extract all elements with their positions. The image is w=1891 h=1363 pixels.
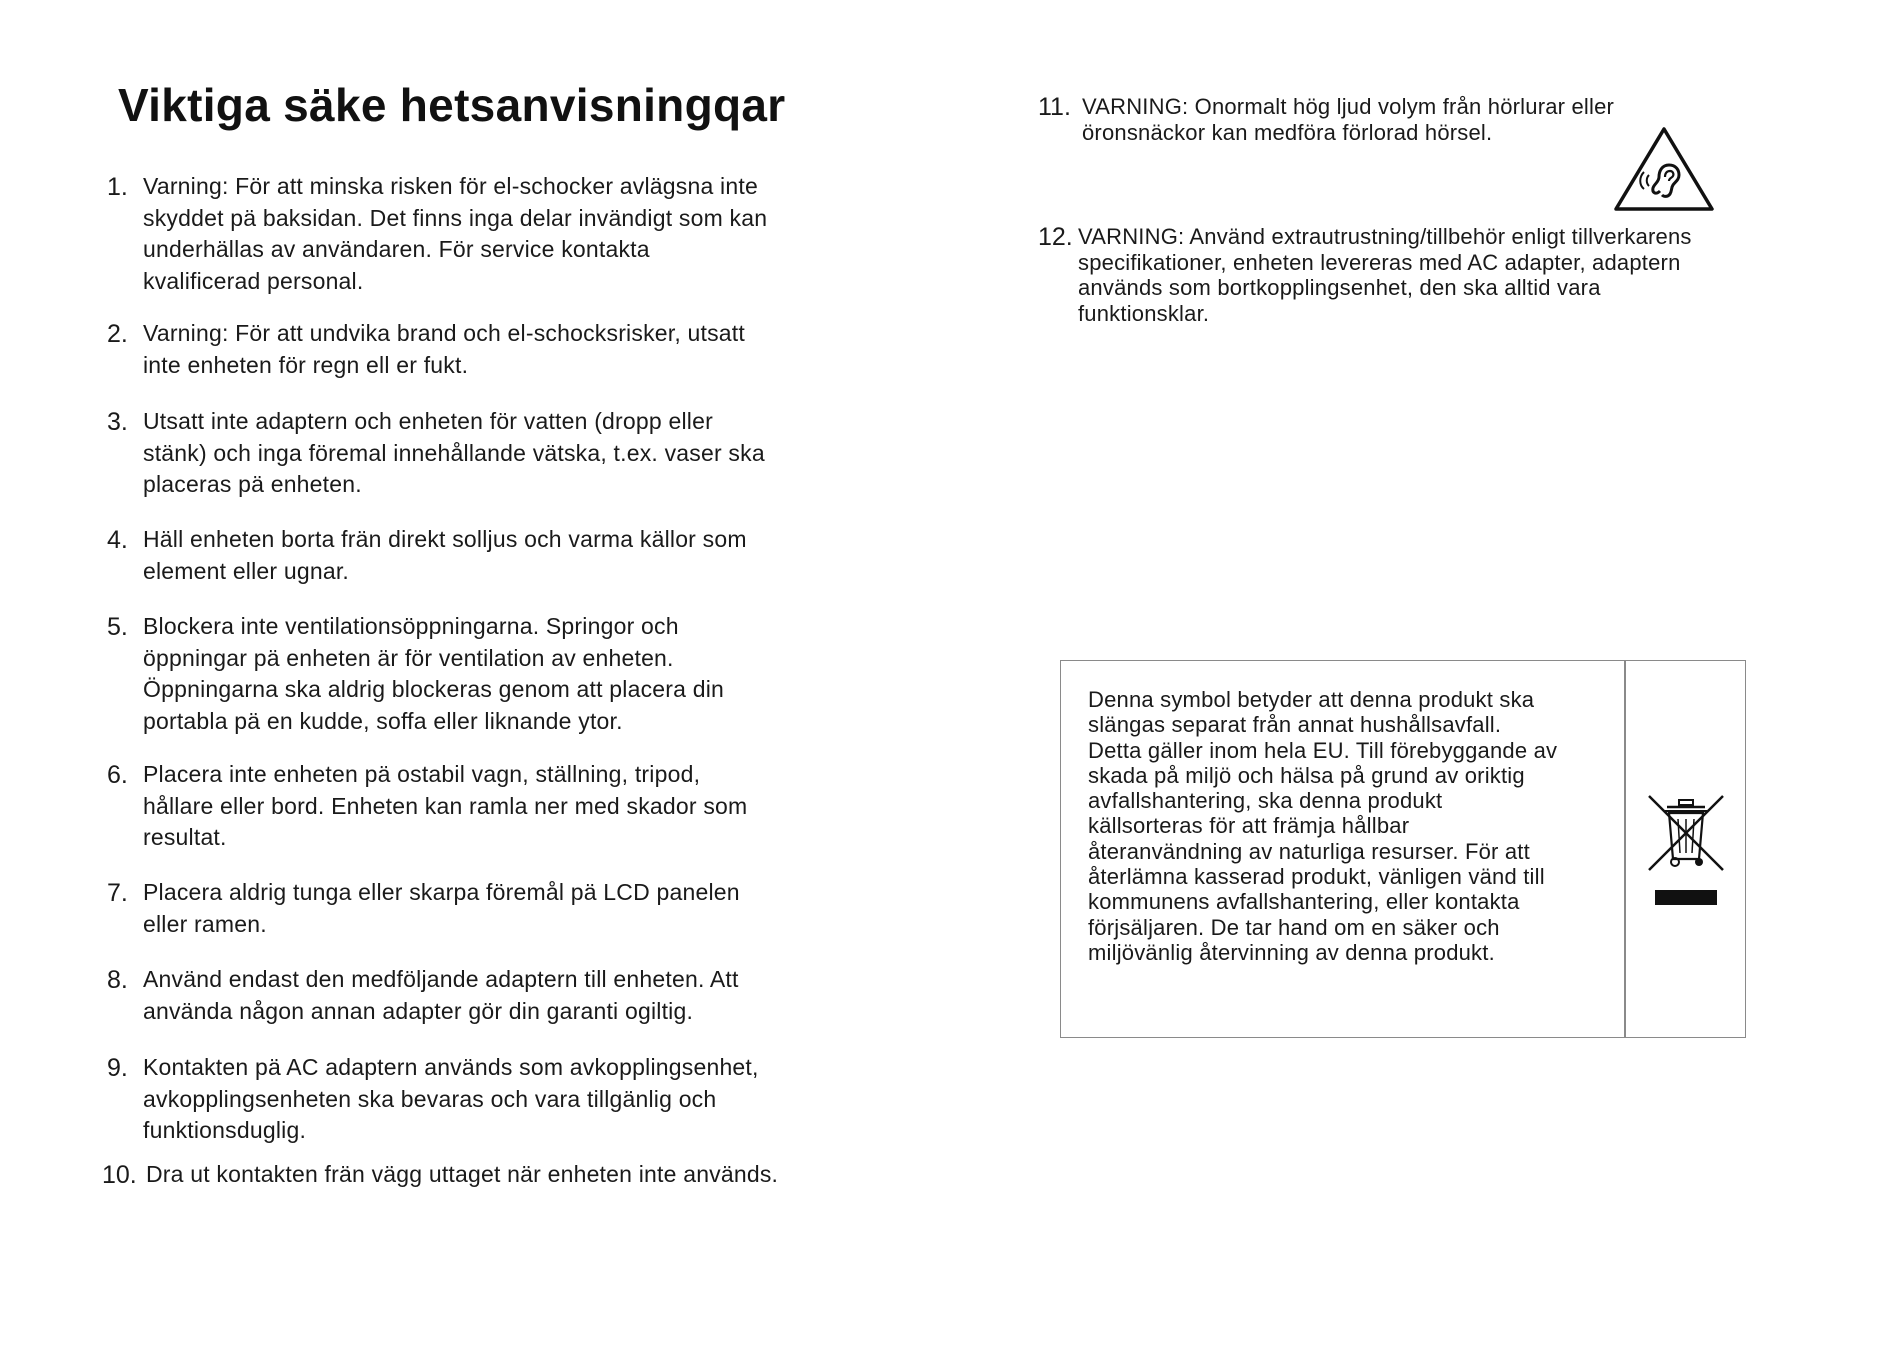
item-number: 6.	[107, 761, 128, 789]
item-text: Placera inte enheten pä ostabil vagn, ställning, tripod, hållare eller bord. Enheten kan ramla ner med skador som resultat.	[143, 761, 748, 850]
list-item	[107, 171, 767, 297]
item-number: 9.	[107, 1054, 128, 1082]
item-text: Varning: För att undvika brand och el-schocksrisker, utsatt inte enheten för regn ell er fukt.	[143, 320, 745, 378]
page-title: Viktiga säke hetsanvisningqar	[118, 79, 786, 131]
item-number: 10.	[102, 1161, 137, 1189]
item-number: 8.	[107, 966, 128, 994]
item-number: 2.	[107, 320, 128, 348]
item-text: Varning: För att minska risken för el-schocker avlägsna inte skyddet pä baksidan. Det finns inga delar invändigt som kan underhällas av användaren. För service kontakta kvalificerad personal.	[143, 173, 768, 294]
list-item	[107, 1052, 759, 1147]
item-text: VARNING: Onormalt hög ljud volym från hörlurar eller öronsnäckor kan medföra förlorad hörsel.	[1082, 94, 1615, 145]
item-text: VARNING: Använd extrautrustning/tillbehör enligt tillverkarens specifikationer, enheten levereras med AC adapter, adaptern används som bortkopplingsenhet, den ska alltid vara funktionsklar.	[1078, 224, 1692, 326]
item-text: Använd endast den medföljande adaptern till enheten. Att använda någon annan adapter gör din garanti ogiltig.	[143, 966, 739, 1024]
list-item	[107, 611, 724, 737]
safety-list-left	[0, 0, 860, 1363]
hearing-warning-icon	[1612, 125, 1716, 213]
item-number: 11.	[1038, 93, 1071, 121]
item-text: Utsatt inte adaptern och enheten för vatten (dropp eller stänk) och inga föremal innehållande vätska, t.ex. vaser ska placeras pä enheten.	[143, 408, 765, 497]
item-number: 4.	[107, 526, 128, 554]
list-item	[107, 964, 739, 1027]
item-text: Placera aldrig tunga eller skarpa föremål pä LCD panelen eller ramen.	[143, 879, 740, 937]
item-number: 3.	[107, 408, 128, 436]
weee-notice-text: Denna symbol betyder att denna produkt ska slängas separat från annat hushållsavfall. Detta gäller inom hela EU. Till förebyggande av skada på miljö och hälsa på grund av oriktig avfallshantering, ska denna produkt källsorteras för att främja hållbar återanvändning av naturliga resurser. För att återlämna kasserad produkt, vänligen vänd till kommunens avfallshantering, eller kontakta förjsäljaren. De tar hand om en säker och miljövänlig återvinning av denna produkt.	[1088, 687, 1558, 965]
weee-notice-box	[1060, 660, 1746, 1038]
item-text: Häll enheten borta frän direkt solljus och varma källor som element eller ugnar.	[143, 526, 747, 584]
item-number: 7.	[107, 879, 128, 907]
list-item	[107, 759, 747, 854]
item-text: Kontakten pä AC adaptern används som avkopplingsenhet, avkopplingsenheten ska bevaras och vara tillgänlig och funktionsduglig.	[143, 1054, 759, 1143]
item-number: 5.	[107, 613, 128, 641]
item-text: Dra ut kontakten frän vägg uttaget när enheten inte används.	[146, 1161, 779, 1187]
list-item	[107, 877, 740, 940]
weee-black-bar	[1655, 890, 1717, 905]
list-item	[107, 524, 747, 587]
list-item	[1038, 94, 1614, 145]
item-text: Blockera inte ventilationsöppningarna. Springor och öppningar pä enheten är för ventilation av enheten. Öppningarna ska aldrig blockeras genom att placera din portabla pä en kudde, soffa eller liknande ytor.	[143, 613, 725, 734]
item-number: 12.	[1038, 223, 1073, 251]
weee-divider	[1624, 661, 1626, 1037]
item-number: 1.	[107, 173, 128, 201]
list-item	[107, 318, 745, 381]
list-item	[107, 406, 765, 501]
list-item	[1038, 224, 1692, 326]
crossed-out-wheelie-bin-icon	[1645, 793, 1727, 873]
list-item	[102, 1159, 778, 1191]
